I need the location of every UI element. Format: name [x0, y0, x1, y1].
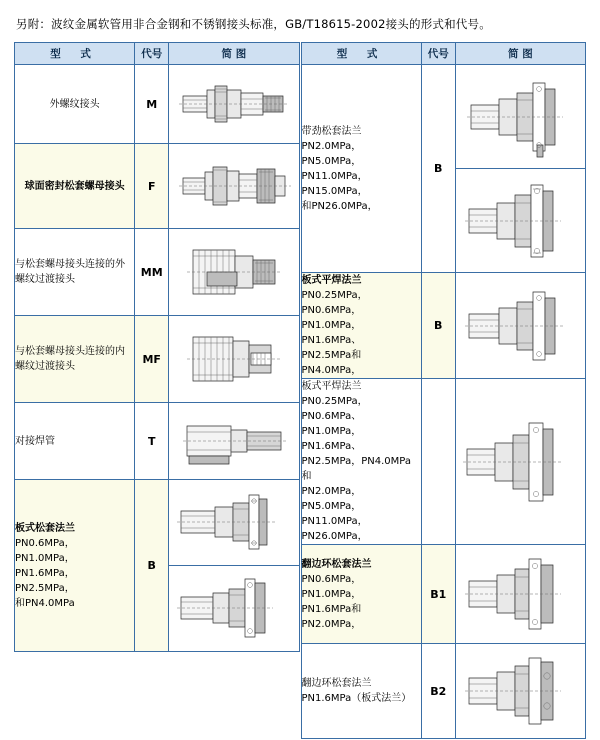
- lapped-ring-loose-flange-figure: [455, 545, 585, 644]
- row-type-label: [301, 644, 421, 739]
- row-type-line: PN11.0MPa，PN26.0MPa，: [301, 516, 368, 542]
- row-type-line: PN1.0MPa，PN1.6MPa、: [301, 426, 362, 452]
- row-type-line: PN0.6MPa，PN1.0MPa，: [15, 537, 75, 564]
- header-type: 型 式: [15, 43, 135, 65]
- table-row: [15, 480, 300, 566]
- left-spec-table: [14, 42, 300, 652]
- row-code: MF: [135, 316, 169, 403]
- row-type-line: PN1.0MPa，PN1.6MPa、: [301, 320, 362, 346]
- plate-slip-on-welding-flange-2-figure: [455, 379, 585, 545]
- plate-lap-joint-flange-figure: [169, 480, 299, 566]
- table-row: [301, 273, 586, 379]
- row-type-line: PN2.5MPa，PN4.0MPa 和: [301, 456, 412, 482]
- female-thread-transition-joint-figure: [169, 316, 299, 403]
- row-code: [421, 379, 455, 545]
- row-type-label: 与松套螺母接头连接的外螺纹过渡接头: [15, 229, 135, 316]
- row-code: M: [135, 65, 169, 144]
- row-code: B: [135, 480, 169, 652]
- row-code: T: [135, 403, 169, 480]
- row-type-line: PN0.25MPa，PN0.6MPa、: [301, 396, 368, 422]
- row-type-line: PN1.6MPa和PN2.0MPa，: [301, 603, 362, 630]
- ribbed-lap-joint-flange-figure-2: [455, 169, 585, 273]
- table-row: [15, 316, 300, 403]
- header-figure: 简 图: [169, 43, 299, 65]
- table-row: [301, 644, 586, 739]
- table-header-row: [15, 43, 300, 65]
- row-type-title: 板式松套法兰: [15, 522, 75, 534]
- row-type-title: 带劲松套法兰: [301, 125, 362, 137]
- header-code: 代号: [135, 43, 169, 65]
- row-type-title: 板式平焊法兰: [301, 275, 362, 286]
- row-type-line: PN2.0MPa，PN5.0MPa，: [301, 140, 362, 167]
- table-row: [15, 403, 300, 480]
- row-code: B1: [421, 545, 455, 644]
- row-code: B2: [421, 644, 455, 739]
- plate-slip-on-welding-flange-figure: [455, 273, 585, 379]
- page-title: 另附：波纹金属软管用非合金钢和不锈钢接头标准，GB/T18615-2002接头的形式和代号。: [16, 17, 491, 31]
- plate-lap-joint-flange-figure-2: [169, 566, 299, 652]
- header-code: 代号: [421, 43, 455, 65]
- table-row: [301, 379, 586, 545]
- right-spec-table: [301, 42, 587, 739]
- row-type-line: 和PN26.0MPa，: [301, 200, 378, 212]
- row-type-line: PN2.5MPa和PN4.0MPa，: [301, 350, 362, 376]
- male-thread-joint-figure: [169, 65, 299, 144]
- row-code: F: [135, 144, 169, 229]
- row-type-title: 翻边环松套法兰: [301, 678, 372, 689]
- ribbed-lap-joint-flange-figure: [455, 65, 585, 169]
- header-figure: 简 图: [455, 43, 585, 65]
- row-type-label: [301, 273, 421, 379]
- row-code: B: [421, 65, 455, 273]
- row-code: B: [421, 273, 455, 379]
- row-code: MM: [135, 229, 169, 316]
- butt-weld-pipe-figure: [169, 403, 299, 480]
- row-type-line: PN1.6MPa，PN2.5MPa，: [15, 567, 75, 594]
- row-type-title: 板式平焊法兰: [301, 381, 362, 392]
- male-thread-transition-joint-figure: [169, 229, 299, 316]
- row-type-label: 外螺纹接头: [15, 65, 135, 144]
- row-type-line: 和PN4.0MPa: [15, 597, 75, 609]
- row-type-label: [15, 480, 135, 652]
- lapped-ring-loose-flange-2-figure: [455, 644, 585, 739]
- table-row: [15, 65, 300, 144]
- row-type-label: [301, 379, 421, 545]
- row-type-line: PN0.6MPa，PN1.0MPa，: [301, 573, 362, 600]
- table-row: [301, 65, 586, 169]
- row-type-label: [301, 545, 421, 644]
- row-type-line: PN11.0MPa，PN15.0MPa，: [301, 170, 368, 197]
- spherical-seal-union-nut-joint-figure: [169, 144, 299, 229]
- table-row: [15, 229, 300, 316]
- row-type-label: 球面密封松套螺母接头: [15, 144, 135, 229]
- tables-container: [14, 42, 586, 739]
- header-type: 型 式: [301, 43, 421, 65]
- row-type-label: [301, 65, 421, 273]
- row-type-label: 与松套螺母接头连接的内螺纹过渡接头: [15, 316, 135, 403]
- row-type-line: PN0.25MPa，PN0.6MPa，: [301, 290, 368, 316]
- row-type-title: 翻边环松套法兰: [301, 558, 372, 570]
- table-header-row: [301, 43, 586, 65]
- table-row: [15, 144, 300, 229]
- table-row: [301, 545, 586, 644]
- row-type-line: PN2.0MPa，PN5.0MPa，: [301, 486, 362, 512]
- row-type-label: 对接焊管: [15, 403, 135, 480]
- row-type-line: PN1.6MPa（板式法兰）: [301, 693, 412, 704]
